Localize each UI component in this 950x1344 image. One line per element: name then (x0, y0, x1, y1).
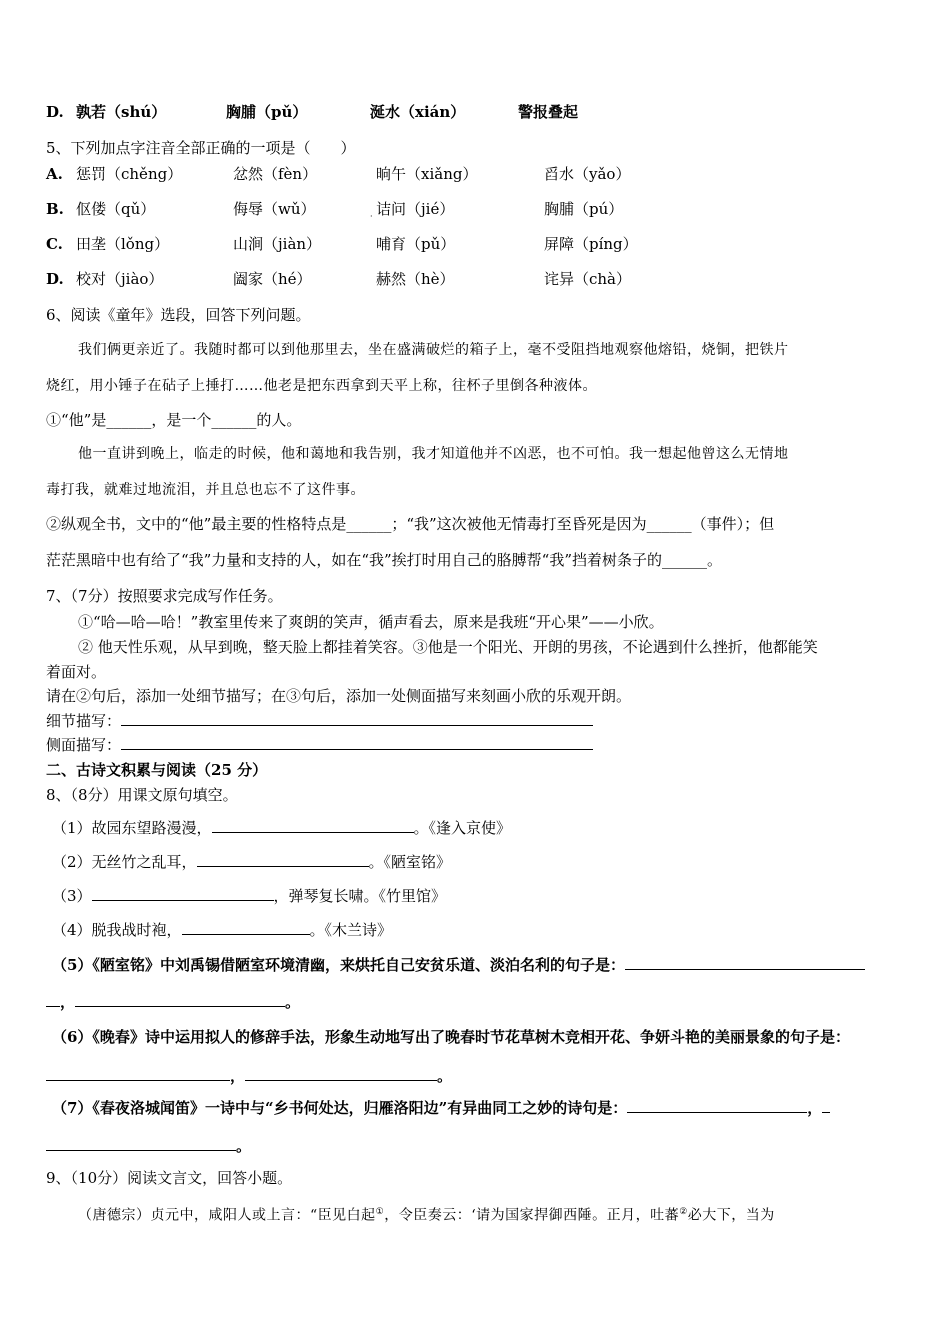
q5-b-item-4: 胸脯（pú） (544, 200, 624, 218)
q6-stem: 6、阅读《童年》选段，回答下列问题。 (46, 306, 311, 324)
q8-5-period: 。 (285, 993, 301, 1011)
q7-text-line3: 着面对。 (46, 663, 107, 681)
q5-c-item-1: 田垄（lǒng） (76, 235, 170, 253)
q8-7-blank-b-start[interactable] (822, 1098, 830, 1113)
q8-5-comma: ， (60, 993, 76, 1011)
q7-text-line2: ② 他天性乐观，从早到晚，整天脸上都挂着笑容。③他是一个阳光、开朗的男孩，不论遇到什么挫折，他都能笑 (78, 638, 818, 656)
q5-c-item-4: 屏障（píng） (544, 235, 638, 253)
q5-a-label: A. (46, 165, 63, 183)
q5-a-item-2: 忿然（fèn） (233, 165, 318, 183)
q8-5-blank-b[interactable] (75, 992, 285, 1007)
q8-5-blank-a[interactable] (625, 955, 865, 970)
q5-b-item-2: 侮辱（wǔ） (233, 200, 316, 218)
q4-d-item-4: 警报叠起 (518, 103, 579, 121)
q8-item-6: （6）《晚春》诗中运用拟人的修辞手法，形象生动地写出了晚春时节花草树木竞相开花、争妍斗艳的美丽景象的句子是： (52, 1028, 850, 1046)
q6-question-2-line2: 茫茫黑暗中也有给了“我”力量和支持的人，如在“我”挨打时用自己的胳膊帮“我”挡着树条子的______。 (46, 551, 723, 569)
footnote-1: ① (375, 1207, 385, 1217)
q8-7-comma: ， (807, 1099, 823, 1117)
q5-a-item-4: 舀水（yǎo） (544, 165, 631, 183)
q8-4-blank[interactable] (182, 920, 310, 935)
q7-task: 请在②句后，添加一处细节描写；在③句后，添加一处侧面描写来刻画小欣的乐观开朗。 (46, 687, 632, 705)
q5-c-label: C. (46, 235, 63, 253)
q5-b-item-3: 诘问（jié） (376, 200, 455, 218)
q8-5-blank-a-cont[interactable] (46, 992, 60, 1007)
q8-2-prompt: （2）无丝竹之乱耳， (52, 853, 197, 871)
q4-d-item-2: 胸脯（pǔ） (226, 103, 308, 121)
q4-d-item-3: 涎水（xián） (370, 103, 466, 121)
q5-a-item-1: 惩罚（chěng） (76, 165, 183, 183)
q8-3-source: ，弹琴复长啸。《竹里馆》 (273, 887, 447, 905)
q6-passage1-line1: 我们俩更亲近了。我随时都可以到他那里去，坐在盛满破烂的箱子上，毫不受阻挡地观察他熔铅，烧铜，把铁片 (78, 342, 789, 358)
q8-item-1 (52, 818, 511, 838)
q9-text-c: 必大下，当为 (687, 1207, 775, 1224)
q8-4-prompt: （4）脱我战时袍， (52, 921, 182, 939)
q8-5-prompt: （5）《陋室铭》中刘禹锡借陋室环境清幽，来烘托自己安贫乐道、淡泊名利的句子是： (52, 956, 625, 974)
q9-stem: 9、（10分）阅读文言文，回答小题。 (46, 1169, 293, 1187)
q8-4-source: 。《木兰诗》 (309, 921, 393, 939)
q8-item-5-cont (46, 992, 300, 1012)
q5-d-item-2: 阖家（hé） (233, 270, 312, 288)
q9-passage-line1 (78, 1202, 775, 1226)
q8-item-3 (52, 886, 446, 906)
q5-d-item-4: 诧异（chà） (544, 270, 632, 288)
q5-d-label: D. (46, 270, 64, 288)
q8-7-blank-a[interactable] (627, 1098, 807, 1113)
q8-item-4 (52, 920, 392, 940)
q5-c-item-2: 山涧（jiàn） (233, 235, 322, 253)
q8-7-prompt: （7）《春夜洛城闻笛》一诗中与“乡书何处达，归雁洛阳边”有异曲同工之妙的诗句是： (52, 1099, 628, 1117)
q8-1-prompt: （1）故园东望路漫漫， (52, 819, 212, 837)
q8-item-5 (52, 955, 865, 975)
option-label: D. (46, 103, 64, 121)
q8-stem: 8、（8分）用课文原句填空。 (46, 786, 238, 804)
q5-c-item-3: 哺育（pǔ） (376, 235, 456, 253)
detail-answer-blank[interactable] (121, 711, 593, 726)
q8-item-7-cont (46, 1136, 251, 1156)
side-answer-blank[interactable] (121, 735, 593, 750)
footnote-2: ② (679, 1207, 688, 1217)
q7-detail-label: 细节描写： (46, 712, 122, 730)
q5-b-label: B. (46, 200, 64, 218)
q9-text-b: ，令臣奏云：‘请为国家捍御西陲。正月，吐蕃 (384, 1207, 680, 1224)
q7-stem: 7、（7分）按照要求完成写作任务。 (46, 587, 283, 605)
q8-6-blank-b[interactable] (245, 1066, 437, 1081)
q8-6-comma: ， (230, 1067, 246, 1085)
q8-3-blank[interactable] (92, 886, 274, 901)
emphasis-dot: · (370, 212, 373, 221)
q8-2-blank[interactable] (197, 852, 369, 867)
q8-1-blank[interactable] (212, 818, 414, 833)
q7-text-line1: ①“哈—哈—哈！”教室里传来了爽朗的笑声，循声看去，原来是我班“开心果”——小欣。 (78, 613, 664, 631)
q8-6-period: 。 (437, 1067, 453, 1085)
q6-passage1-line2: 烧红，用小锤子在砧子上捶打……他老是把东西拿到天平上称，往杯子里倒各种液体。 (46, 378, 597, 394)
q5-stem: 5、下列加点字注音全部正确的一项是（ ） (46, 139, 356, 157)
q5-b-item-1: 伛偻（qǔ） (76, 200, 156, 218)
q8-2-source: 。《陋室铭》 (368, 853, 452, 871)
q8-item-6-cont (46, 1066, 452, 1086)
q6-question-1: ①“他”是______，是一个______的人。 (46, 411, 302, 429)
q5-d-item-3: 赫然（hè） (376, 270, 455, 288)
q8-1-source: 。《逢入京使》 (413, 819, 512, 837)
q8-3-prompt: （3） (52, 887, 92, 905)
q6-passage2-line1: 他一直讲到晚上，临走的时候，他和蔼地和我告别，我才知道他并不凶恶，也不可怕。我一想起他曾这么无情地 (78, 446, 789, 462)
q5-d-item-1: 校对（jiào） (76, 270, 164, 288)
q4-option-d (46, 102, 64, 122)
q9-text-a: （唐德宗）贞元中，咸阳人或上言：“臣见白起 (78, 1207, 376, 1224)
q7-detail-row (46, 711, 593, 731)
q8-item-2 (52, 852, 451, 872)
q8-6-blank-a[interactable] (46, 1066, 230, 1081)
q7-side-label: 侧面描写： (46, 736, 122, 754)
section-2-heading: 二、古诗文积累与阅读（25 分） (46, 761, 268, 779)
q8-7-blank-b[interactable] (46, 1136, 236, 1151)
q6-passage2-line2: 毒打我，就难过地流泪，并且总也忘不了这件事。 (46, 482, 365, 498)
q6-question-2-line1: ②纵观全书，文中的“他”最主要的性格特点是______；“我”这次被他无情毒打至昏死是因为______（事件）；但 (46, 515, 775, 533)
q8-item-7 (52, 1098, 830, 1118)
q5-a-item-3: 晌午（xiǎng） (376, 165, 478, 183)
q8-7-period: 。 (236, 1137, 252, 1155)
q4-d-item-1: 孰若（shú） (76, 103, 167, 121)
q7-side-row (46, 735, 593, 755)
